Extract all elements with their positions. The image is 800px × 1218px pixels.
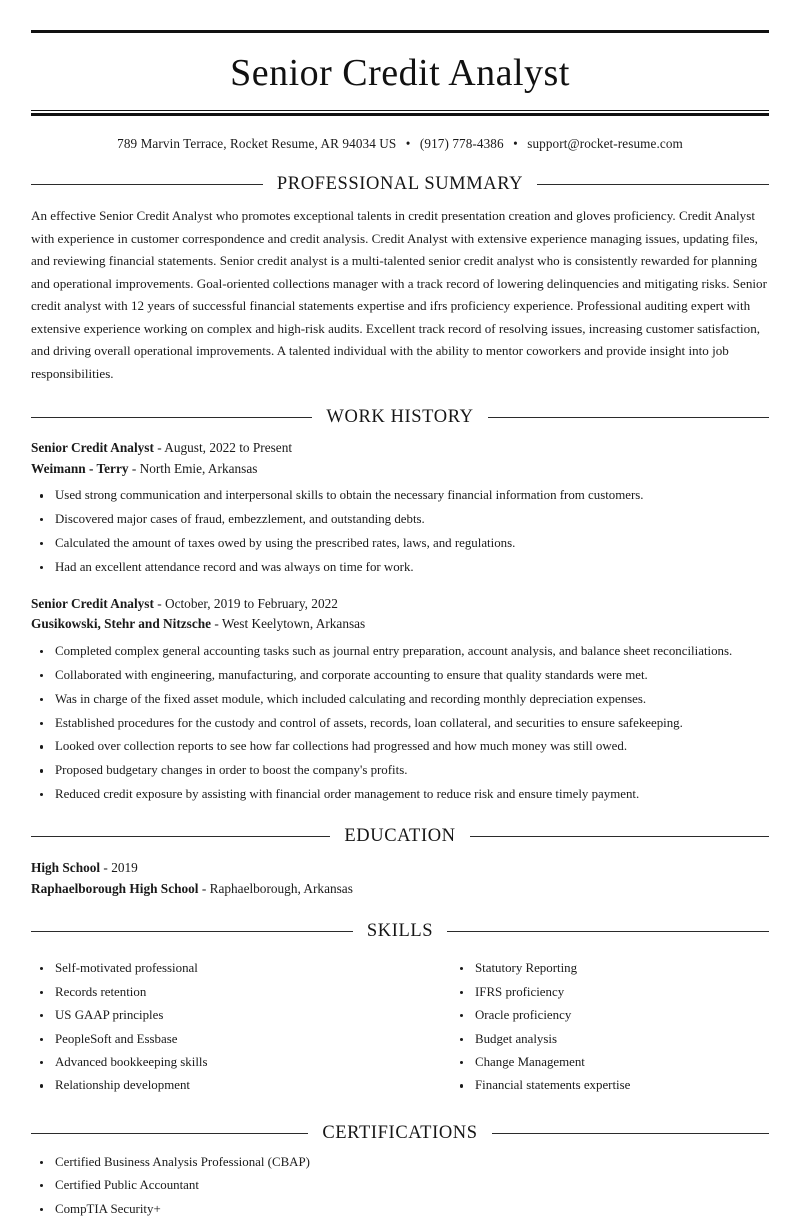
section-heading-label: SKILLS	[366, 921, 434, 942]
job-company: Weimann - Terry	[31, 460, 129, 476]
certification-item: Certified Public Accountant	[31, 1177, 769, 1194]
skill-item: Advanced bookkeeping skills	[31, 1054, 400, 1071]
skill-item: Records retention	[31, 984, 400, 1001]
education-school: Raphaelborough High School	[31, 880, 199, 896]
section-heading-label: CERTIFICATIONS	[322, 1122, 478, 1143]
job-bullet: Had an excellent attendance record and was always on time for work.	[31, 559, 769, 576]
contact-separator-1: •	[405, 136, 411, 151]
heading-rule-left	[31, 184, 263, 185]
job-bullet: Used strong communication and interpersonal skills to obtain the necessary financial information from customers.	[31, 487, 769, 504]
job-bullet-list	[31, 643, 769, 804]
section-heading-summary	[31, 174, 769, 195]
contact-email: support@rocket-resume.com	[527, 136, 683, 151]
job-location: West Keelytown, Arkansas	[221, 616, 366, 632]
job-bullet: Reduced credit exposure by assisting with financial order management to reduce risk and ensure timely payment.	[31, 786, 769, 803]
title-block	[31, 54, 769, 92]
education-degree: High School	[31, 859, 101, 875]
contact-phone: (917) 778-4386	[419, 136, 504, 151]
resume-page	[0, 30, 800, 1216]
section-heading-certifications	[31, 1123, 769, 1144]
job-title: Senior Credit Analyst	[31, 440, 154, 456]
education-location: Raphaelborough, Arkansas	[209, 880, 353, 896]
job-dash: -	[214, 616, 219, 632]
heading-rule-right	[492, 1133, 769, 1134]
job-company-line	[31, 614, 769, 635]
section-heading-skills	[31, 921, 769, 942]
job-dash: -	[157, 440, 162, 456]
job-bullet: Looked over collection reports to see how far collections had progressed and how much money was still owed.	[31, 738, 769, 755]
job-location: North Emie, Arkansas	[139, 460, 258, 476]
job-title-line	[31, 438, 769, 459]
education-degree-line	[31, 857, 769, 878]
section-work-history	[31, 407, 769, 804]
job-bullet: Calculated the amount of taxes owed by using the prescribed rates, laws, and regulations.	[31, 535, 769, 552]
certification-item: Certified Business Analysis Professional (CBAP)	[31, 1154, 769, 1171]
work-history-entry	[31, 594, 769, 804]
section-skills	[31, 921, 769, 1101]
skill-item: IFRS proficiency	[451, 984, 769, 1001]
skill-item: Oracle proficiency	[451, 1007, 769, 1024]
job-dates: October, 2019 to February, 2022	[164, 595, 338, 611]
contact-line	[31, 136, 769, 152]
section-heading-label: PROFESSIONAL SUMMARY	[276, 174, 524, 194]
education-school-line	[31, 878, 769, 899]
education-year: 2019	[111, 859, 138, 875]
heading-rule-left	[31, 931, 353, 932]
skill-item: Budget analysis	[451, 1031, 769, 1048]
job-title-line	[31, 594, 769, 615]
contact-address: 789 Marvin Terrace, Rocket Resume, AR 94034 US	[117, 136, 397, 151]
page-title: Senior Credit Analyst	[230, 52, 570, 94]
work-history-list	[31, 438, 769, 804]
skill-item: Self-motivated professional	[31, 960, 400, 977]
section-heading-label: EDUCATION	[344, 825, 456, 846]
skills-list-right	[451, 960, 769, 1095]
skills-list-left	[31, 960, 400, 1095]
section-education	[31, 826, 769, 900]
header-bottom-rule	[31, 110, 769, 116]
certification-item: CompTIA Security+	[31, 1201, 769, 1218]
job-dash: -	[157, 595, 162, 611]
section-heading-label: WORK HISTORY	[326, 407, 474, 428]
work-history-entry	[31, 438, 769, 576]
heading-rule-right	[537, 184, 769, 185]
job-title: Senior Credit Analyst	[31, 595, 154, 611]
heading-rule-right	[488, 417, 769, 418]
skill-item: Financial statements expertise	[451, 1077, 769, 1094]
section-certifications	[31, 1123, 769, 1218]
job-bullet: Completed complex general accounting tasks such as journal entry preparation, account analysis, and balance sheet reconciliations.	[31, 643, 769, 660]
job-bullet: Was in charge of the fixed asset module, which included calculating and recording monthly depreciation expenses.	[31, 691, 769, 708]
skill-item: Change Management	[451, 1054, 769, 1071]
skill-item: US GAAP principles	[31, 1007, 400, 1024]
job-dash: -	[131, 460, 137, 476]
skills-column-right	[400, 952, 769, 1101]
job-company: Gusikowski, Stehr and Nitzsche	[31, 616, 212, 632]
header-rule-thick	[31, 113, 769, 116]
header-top-rule	[31, 30, 769, 33]
job-dates: August, 2022 to Present	[164, 440, 293, 456]
heading-rule-right	[447, 931, 769, 932]
job-bullet-list	[31, 487, 769, 576]
section-heading-work-history	[31, 407, 769, 428]
heading-rule-right	[470, 836, 769, 837]
section-heading-education	[31, 826, 769, 847]
skills-column-left	[31, 952, 400, 1101]
summary-text: An effective Senior Credit Analyst who promotes exceptional talents in credit presentation creation and gloves proficiency. Credit Analyst with experience in customer correspondence and credit analysis. Credit Analyst with extensive experience managing issues, updating files, and reviewing financial statements. Senior credit analyst is a multi-talented senior credit analyst who is consistently rewarded for planning and operational improvements. Goal-oriented collections manager with a track record of lowering delinquencies and mitigating risks. Senior credit analyst with 12 years of successful financial statements expertise and ifrs proficiency experience. Professional auditing expert with extensive experience working on complex and high-risk audits. Excellent track record of resolving issues, increasing customer satisfaction, and driving overall operational improvements. A talented individual with the ability to mentor coworkers and provide insight into job responsibilities.	[31, 208, 767, 381]
heading-rule-left	[31, 836, 330, 837]
skill-item: PeopleSoft and Essbase	[31, 1031, 400, 1048]
certifications-list	[31, 1154, 769, 1218]
section-professional-summary	[31, 174, 769, 385]
education-entry	[31, 857, 769, 900]
job-bullet: Discovered major cases of fraud, embezzlement, and outstanding debts.	[31, 511, 769, 528]
contact-separator-2: •	[513, 136, 518, 151]
education-dash: -	[201, 880, 207, 896]
job-bullet: Proposed budgetary changes in order to boost the company's profits.	[31, 762, 769, 779]
job-company-line	[31, 459, 769, 480]
skills-columns	[31, 952, 769, 1101]
skill-item: Relationship development	[31, 1077, 400, 1094]
job-bullet: Collaborated with engineering, manufacturing, and corporate accounting to ensure that quality standards were met.	[31, 667, 769, 684]
education-dash: -	[103, 859, 108, 875]
heading-rule-left	[31, 417, 312, 418]
skill-item: Statutory Reporting	[451, 960, 769, 977]
heading-rule-left	[31, 1133, 308, 1134]
resume-header	[31, 30, 769, 152]
job-bullet: Established procedures for the custody and control of assets, records, loan collateral, and securities to ensure safekeeping.	[31, 715, 769, 732]
